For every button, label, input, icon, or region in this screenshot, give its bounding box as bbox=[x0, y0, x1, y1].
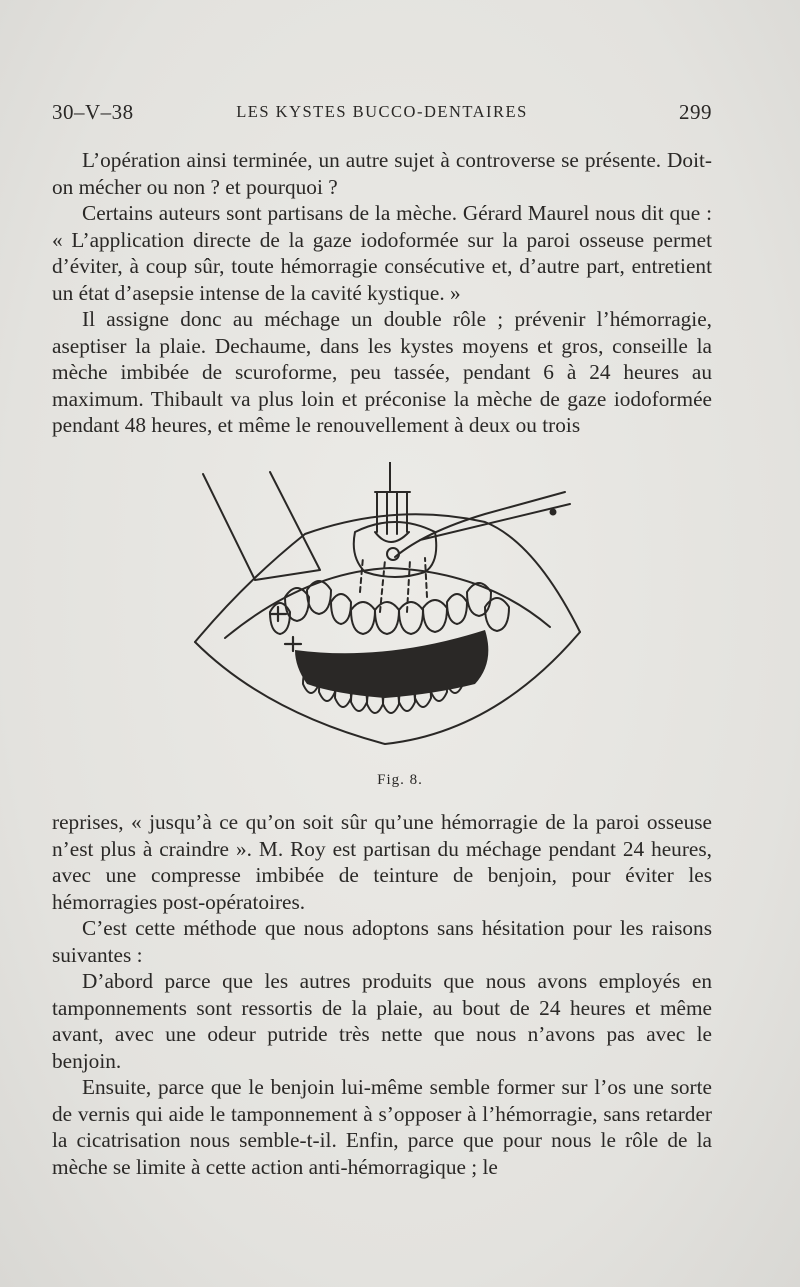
paragraph: D’abord parce que les autres produits que nous avons employés en tamponnements sont ressortis de la plaie, au bout de 24 heures et même avant, avec une odeur putride très nette que nous n’avons pas avec le benjoin. bbox=[52, 969, 712, 1073]
figure-caption: Fig. 8. bbox=[377, 772, 423, 788]
paragraph: reprises, « jusqu’à ce qu’on soit sûr qu’une hémorragie de la paroi osseuse n’est plus à craindre ». M. Roy est partisan du méchage pendant 24 heures, avec une compresse imbibée de teinture de benjoin, pour éviter les hémorragies post-opératoires. bbox=[52, 810, 712, 914]
retractor-left bbox=[203, 472, 320, 580]
header-title: LES KYSTES BUCCO-DENTAIRES bbox=[236, 102, 528, 121]
header-date: 30–V–38 bbox=[52, 100, 134, 124]
running-header bbox=[52, 100, 712, 130]
paragraph: Il assigne donc au méchage un double rôle ; prévenir l’hémorragie, aseptiser la plaie. Dechaume, dans les kystes moyens et gros, conseille la mèche imbibée de scuroforme, peu tassée, pendant 6 à 24 heures au maximum. Thibault va plus loin et préconise la mèche de gaze iodoformée pendant 48 heures, et même le renouvellement à deux ou trois bbox=[52, 307, 712, 437]
paragraph: Ensuite, parce que le benjoin lui-même semble former sur l’os une sorte de vernis qui aide le tamponnement à s’opposer à l’hémorragie, sans retarder la cicatrisation nous semble-t-il. Enfin, parce que pour nous le rôle de la mèche se limite à cette action anti-hémorragique ; le bbox=[52, 1075, 712, 1179]
paragraph: L’opération ainsi terminée, un autre sujet à controverse se présente. Doit-on mécher ou non ? et pourquoi ? bbox=[52, 148, 712, 199]
probe bbox=[395, 492, 570, 557]
paragraph: C’est cette méthode que nous adoptons sans hésitation pour les raisons suivantes : bbox=[52, 916, 712, 967]
page-number: 299 bbox=[679, 100, 712, 124]
upper-teeth bbox=[270, 581, 509, 634]
figure-illustration bbox=[185, 462, 595, 782]
mouth-cavity bbox=[295, 630, 488, 698]
text-block-top bbox=[52, 147, 712, 439]
text-block-bottom bbox=[52, 809, 712, 1180]
forceps bbox=[375, 462, 410, 542]
paragraph: Certains auteurs sont partisans de la mèche. Gérard Maurel nous dit que : « L’application directe de la gaze iodoformée sur la paroi osseuse permet d’éviter, à coup sûr, toute hémorragie consécutive et, d’autre part, entretient un état d’asepsie intense de la cavité kystique. » bbox=[52, 201, 712, 305]
